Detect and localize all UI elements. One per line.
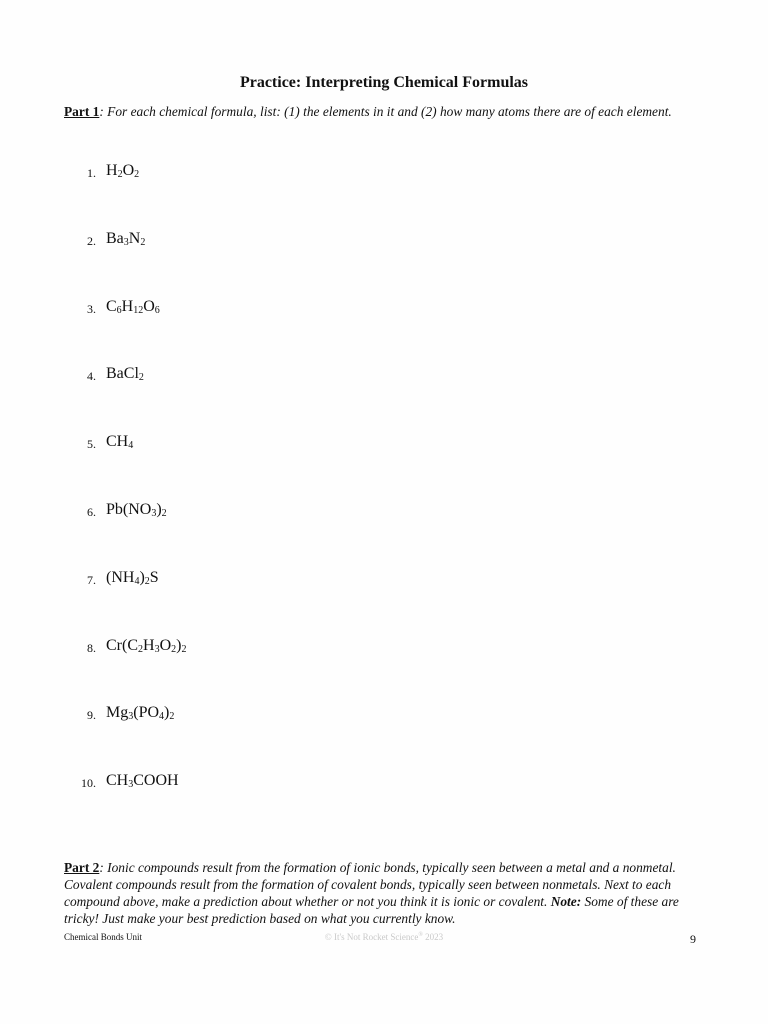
formula-text: )	[176, 636, 182, 654]
formula-text: Pb(NO	[106, 501, 152, 518]
formula-text: BaCl	[106, 365, 139, 383]
formula-subscript: 2	[169, 711, 175, 723]
formula-subscript: 3	[128, 779, 134, 791]
formula-text: CH	[106, 433, 129, 451]
formula-text: N	[128, 229, 141, 247]
chemical-formula	[106, 298, 160, 316]
chemical-formula	[106, 433, 133, 451]
copyright-year: 2023	[422, 932, 444, 942]
formula-text: O	[143, 297, 155, 315]
formula-text: H	[121, 297, 134, 315]
part2-instructions	[64, 859, 704, 927]
item-number: 3.	[87, 301, 96, 316]
part1-text: : For each chemical formula, list: (1) the elements in it and (2) how many atoms there are of each element.	[99, 104, 672, 119]
formula-text: H	[106, 162, 118, 179]
formula-subscript: 2	[171, 643, 177, 655]
part1-instructions	[64, 103, 704, 120]
formula-subscript: 12	[133, 304, 144, 316]
chemical-formula	[106, 704, 174, 722]
formula-subscript: 6	[116, 304, 122, 316]
formula-text: (NH	[106, 568, 135, 586]
formula-subscript: 4	[128, 440, 134, 452]
item-number: 4.	[87, 369, 96, 384]
chemical-formula	[106, 772, 179, 790]
formula-subscript: 2	[117, 169, 123, 180]
note-text: Some of these are tricky! Just make your best prediction based on what you currently know.	[64, 894, 679, 926]
formula-subscript: 3	[128, 711, 134, 723]
copyright-text: © It's Not Rocket Science	[324, 932, 419, 942]
formula-subscript: 2	[161, 508, 167, 519]
item-number: 10.	[81, 776, 96, 791]
formula-subscript: 3	[151, 508, 157, 519]
part1-label: Part 1	[64, 104, 100, 119]
formula-text: )	[139, 568, 145, 586]
formula-subscript: 2	[144, 575, 150, 587]
page-title: Practice: Interpreting Chemical Formulas	[239, 74, 529, 91]
page-number: 9	[690, 932, 696, 946]
registered-mark: ®	[418, 932, 423, 938]
chemical-formula	[106, 162, 139, 180]
formula-text: (PO	[133, 704, 160, 722]
part2-label: Part 2	[64, 860, 100, 875]
chemical-formula	[106, 365, 144, 383]
formula-subscript: 4	[159, 711, 165, 723]
item-number: 2.	[87, 233, 96, 248]
formula-subscript: 3	[154, 643, 160, 655]
formula-text: )	[164, 704, 170, 722]
formula-subscript: 3	[123, 236, 129, 248]
formula-subscript: 2	[140, 236, 146, 248]
formula-text: Mg	[106, 704, 129, 722]
chemical-formula	[106, 230, 145, 248]
item-number: 7.	[87, 572, 96, 587]
formula-text: O	[122, 162, 135, 179]
part2-text: : Ionic compounds result from the formation of ionic bonds, typically seen between a metal and a nonmetal. Covalent compounds result from the formation of covalent bonds, typically seen between nonmetals. Next to each compound above, make a prediction about whether or not you think it is ionic or covalent.	[64, 860, 676, 909]
formula-text: Cr(C	[106, 636, 138, 654]
footer-unit: Chemical Bonds Unit	[64, 932, 142, 942]
formula-text: H	[143, 636, 155, 654]
formula-text: )	[156, 501, 162, 518]
item-number: 5.	[87, 437, 96, 452]
formula-subscript: 2	[134, 169, 140, 180]
formula-subscript: 2	[138, 643, 143, 655]
item-number: 8.	[87, 640, 96, 655]
item-number: 9.	[87, 708, 96, 723]
formula-text: COOH	[133, 772, 179, 790]
chemical-formula	[106, 569, 159, 587]
formula-subscript: 4	[134, 575, 140, 587]
item-number: 1.	[87, 166, 96, 180]
formula-text: S	[149, 568, 159, 586]
chemical-formula	[106, 637, 186, 655]
formula-text: C	[106, 297, 117, 315]
formula-text: O	[159, 636, 172, 654]
footer-copyright	[0, 932, 768, 942]
chemical-formula	[106, 501, 167, 519]
formula-subscript: 2	[181, 643, 187, 655]
item-number: 6.	[87, 505, 96, 519]
formula-subscript: 2	[138, 372, 144, 384]
formula-subscript: 6	[154, 304, 160, 316]
formula-text: Ba	[106, 229, 124, 247]
formula-text: CH	[106, 772, 129, 790]
note-label: Note:	[550, 894, 582, 909]
